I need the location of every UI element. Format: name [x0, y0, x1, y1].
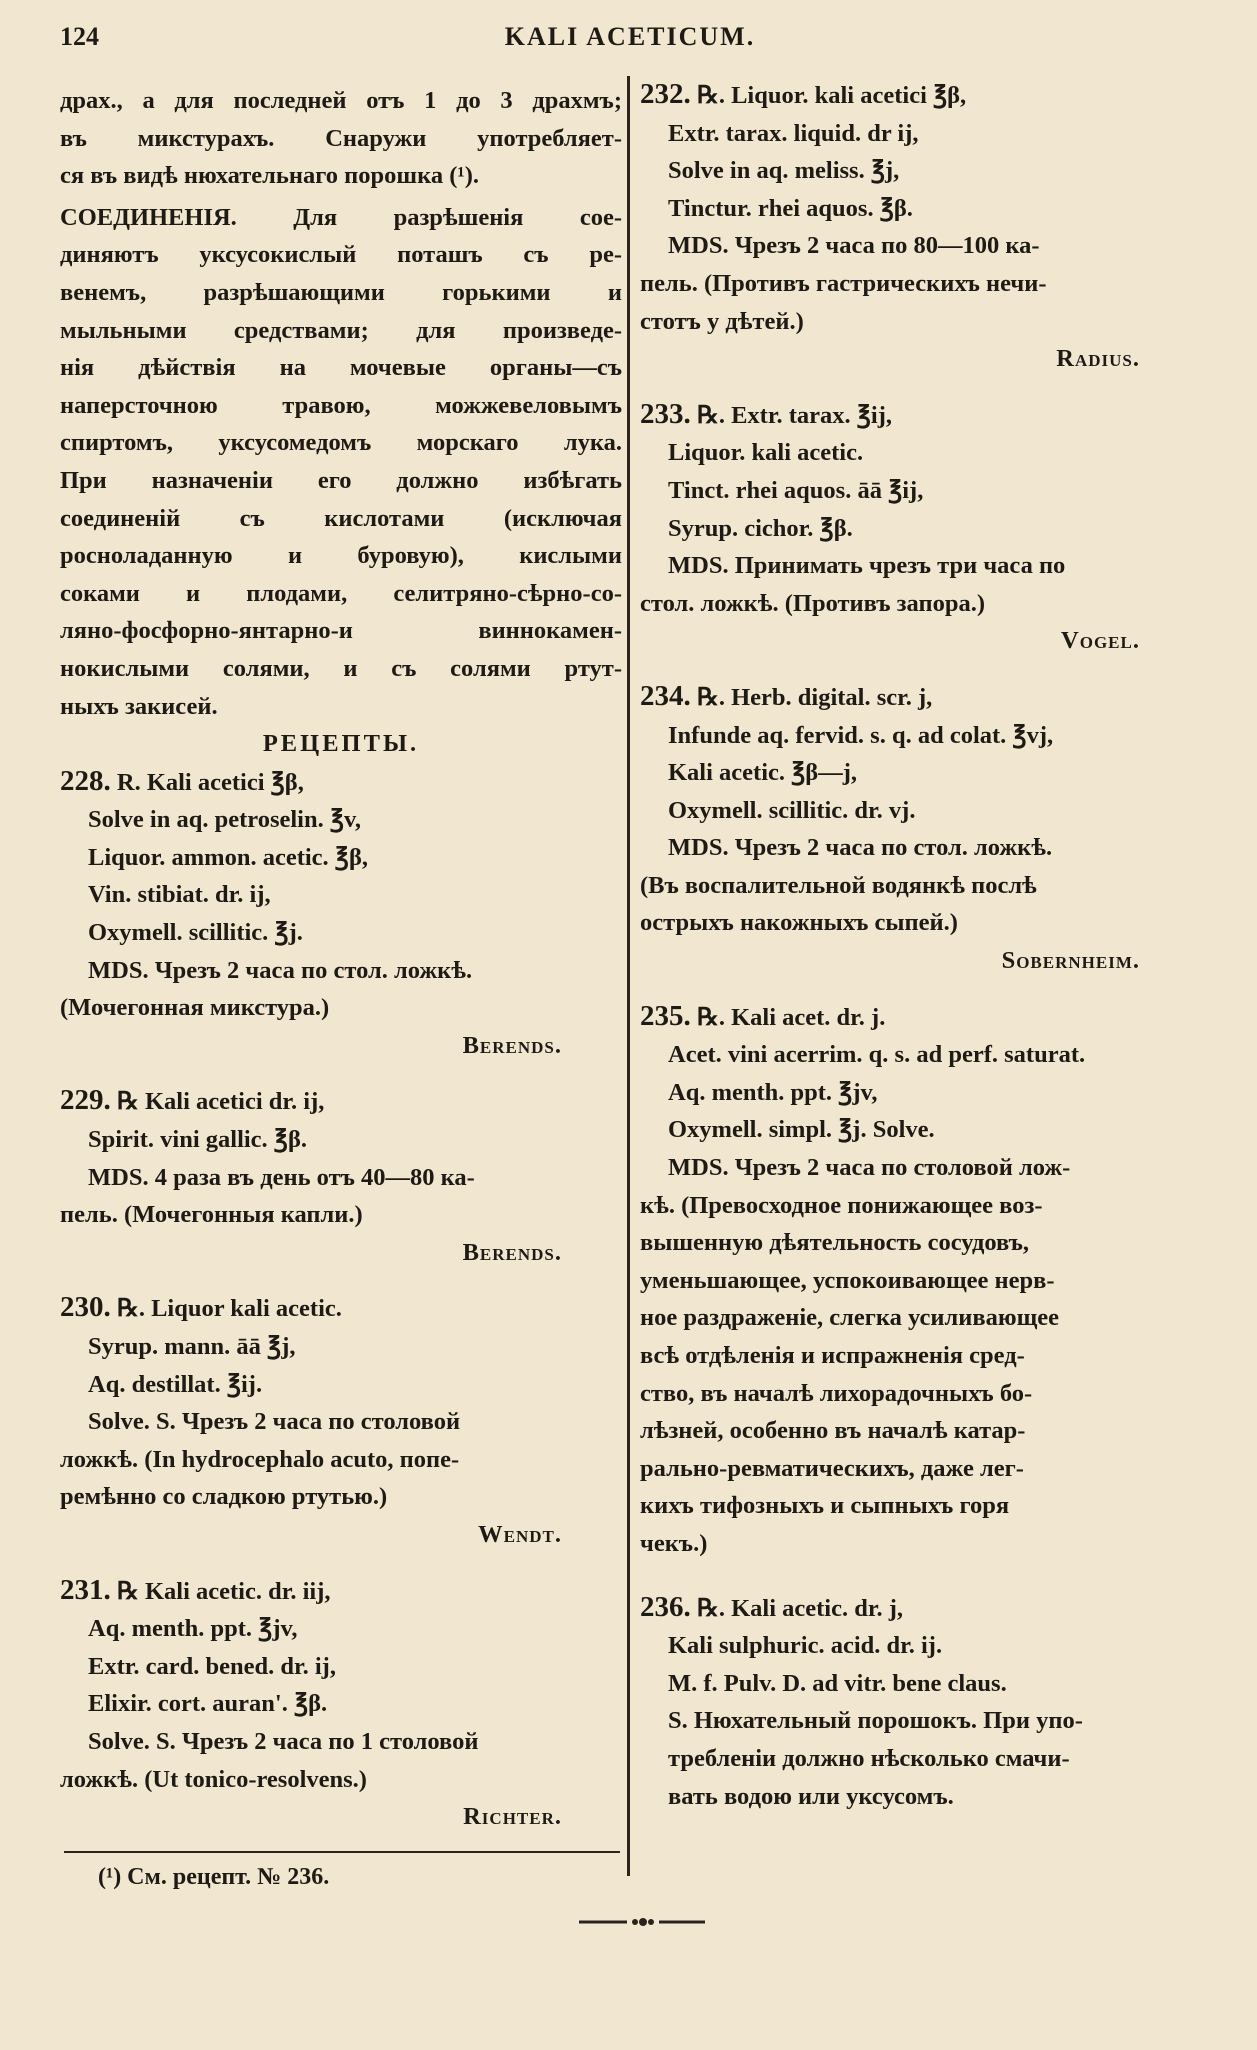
recipe-line: Solve. S. Чрезъ 2 часа по 1 столовой	[88, 1727, 479, 1755]
recipe-note: кихъ тифозныхъ и сыпныхъ горя	[640, 1492, 1010, 1520]
recipe-line: MDS. 4 раза въ день отъ 40—80 ка-	[88, 1163, 475, 1191]
recipe-line: S. Нюхательный порошокъ. При упо-	[668, 1707, 1083, 1735]
running-header	[60, 14, 1200, 54]
recipe-author: Berends.	[462, 1238, 562, 1266]
running-title: KALI ACETICUM.	[504, 22, 756, 51]
text-line: ся въ видѣ нюхательнаго порошка (¹).	[60, 162, 479, 190]
recipe-234	[640, 678, 1200, 980]
text-line: наперсточною травою, можжевеловымъ	[60, 391, 622, 419]
recipe-first-line: 232. ℞. Liquor. kali acetici ℥β,	[640, 78, 967, 110]
recipe-line: Syrup. cichor. ℥β.	[668, 514, 853, 542]
footnote-rule	[64, 1851, 620, 1853]
recipe-author: Wendt.	[478, 1520, 562, 1548]
text-line: росноладанную и буровую), кислыми	[60, 542, 622, 570]
text-line: СОЕДИНЕНІЯ. Для разрѣшенія сое-	[60, 203, 622, 231]
text-line: При назначеніи его должно избѣгать	[60, 466, 622, 494]
recipe-line: Liquor. kali acetic.	[668, 439, 864, 467]
recipe-first-line: 230. ℞. Liquor kali acetic.	[60, 1291, 342, 1324]
footnote: (¹) См. рецепт. № 236.	[98, 1864, 330, 1890]
recipe-first-line: 236. ℞. Kali acetic. dr. j,	[640, 1590, 904, 1623]
recipe-line: Kali sulphuric. acid. dr. ij.	[668, 1632, 943, 1660]
recipe-line: Kali acetic. ℥β—j,	[668, 759, 857, 787]
text-line: въ микстурахъ. Снаружи употребляет-	[60, 124, 622, 152]
recipe-note: чекъ.)	[640, 1529, 708, 1557]
text-line: ныхъ закисей.	[60, 692, 218, 720]
text-line: нія дѣйствія на мочевые органы—съ	[60, 354, 622, 382]
recipe-note: пель. (Противъ гастрическихъ нечи-	[640, 269, 1047, 297]
recipe-note: рально-ревматическихъ, даже лег-	[640, 1454, 1024, 1482]
recipe-line: Spirit. vini gallic. ℥β.	[88, 1126, 307, 1154]
end-ornament	[577, 1915, 707, 1929]
recipe-author: Richter.	[463, 1803, 562, 1831]
text-line: венемъ, разрѣшающими горькими и	[60, 278, 622, 306]
recipe-note: вышенную дѣятельность сосудовъ,	[640, 1229, 1030, 1257]
recipe-author: Sobernheim.	[1001, 947, 1140, 975]
recipe-note: острыхъ накожныхъ сыпей.)	[640, 909, 958, 937]
recipe-line: Solve in aq. meliss. ℥j,	[668, 157, 900, 185]
text-line: соками и плодами, селитряно-сѣрно-со-	[60, 579, 622, 607]
recipe-line: MDS. Чрезъ 2 часа по стол. ложкѣ.	[88, 956, 473, 984]
recipe-number: 230.	[60, 1291, 111, 1324]
recipe-line: MDS. Чрезъ 2 часа по столовой лож-	[668, 1154, 1071, 1182]
recipe-line: Extr. tarax. liquid. dr ij,	[668, 119, 919, 147]
recipe-author: Radius.	[1056, 345, 1140, 373]
text-line: мыльными средствами; для произведе-	[60, 316, 622, 344]
recipe-line: Aq. menth. ppt. ℥jv,	[88, 1615, 298, 1643]
recipe-note: пель. (Мочегонныя капли.)	[60, 1201, 363, 1229]
recipe-note: ложкѣ. (In hydrocephalo acuto, попе-	[60, 1445, 460, 1473]
recipe-line: Tinctur. rhei aquos. ℥β.	[668, 194, 913, 222]
recipe-line: Oxymell. scillitic. dr. vj.	[668, 796, 916, 824]
text-line: драх., а для последней отъ 1 до 3 драхмъ;	[60, 87, 622, 114]
recipe-236	[640, 1589, 1200, 1816]
text-line: нокислыми солями, и съ солями ртут-	[60, 654, 622, 682]
recipe-line: Oxymell. scillitic. ℥j.	[88, 919, 303, 947]
recipe-line: Acet. vini acerrim. q. s. ad perf. saturat.	[668, 1041, 1086, 1069]
recipe-note: (Въ воспалительной водянкѣ послѣ	[640, 871, 1037, 899]
left-column	[60, 82, 622, 1854]
recipe-note: стол. ложкѣ. (Противъ запора.)	[640, 589, 985, 617]
recipe-note: вать водою или уксусомъ.	[668, 1782, 954, 1810]
recipe-231	[60, 1572, 622, 1836]
recipe-line: Solve in aq. petroselin. ℥v,	[88, 806, 362, 834]
recipe-author: Vogel.	[1061, 627, 1140, 655]
recipe-author: Berends.	[462, 1031, 562, 1059]
recipe-number: 234.	[640, 679, 691, 712]
recipe-note: требленіи должно нѣсколько смачи-	[668, 1744, 1070, 1772]
recipe-line: MDS. Чрезъ 2 часа по 80—100 ка-	[668, 232, 1040, 260]
recipe-line: MDS. Принимать чрезъ три часа по	[668, 552, 1066, 580]
recipes-heading: РЕЦЕПТЫ.	[262, 730, 420, 758]
recipe-line: Elixir. cort. auran'. ℥β.	[88, 1690, 328, 1718]
recipe-line: Syrup. mann. āā ℥j,	[88, 1333, 296, 1360]
recipe-note: уменьшающее, успокоивающее нерв-	[640, 1266, 1055, 1294]
recipe-line: M. f. Pulv. D. ad vitr. bene claus.	[668, 1669, 1007, 1697]
recipe-number: 235.	[640, 999, 691, 1032]
recipe-line: Oxymell. simpl. ℥j. Solve.	[668, 1116, 935, 1144]
recipe-first-line: 231. ℞ Kali acetic. dr. iij,	[60, 1573, 331, 1606]
recipe-line: Infunde aq. fervid. s. q. ad colat. ℥vj,	[668, 721, 1054, 749]
recipe-note: кѣ. (Превосходное понижающее воз-	[640, 1191, 1043, 1219]
recipe-number: 229.	[60, 1084, 111, 1117]
recipe-number: 236.	[640, 1590, 691, 1623]
intro-paragraph	[60, 82, 622, 195]
recipe-line: Solve. S. Чрезъ 2 часа по столовой	[88, 1408, 461, 1436]
recipe-first-line: 235. ℞. Kali acet. dr. j.	[640, 999, 886, 1032]
recipe-line: Aq. menth. ppt. ℥jv,	[668, 1078, 878, 1106]
recipe-229	[60, 1082, 622, 1271]
text-line: ляно-фосфорно-янтарно-и виннокамен-	[60, 617, 622, 645]
column-divider	[627, 76, 630, 1876]
recipe-line: MDS. Чрезъ 2 часа по стол. ложкѣ.	[668, 834, 1053, 862]
right-column	[640, 76, 1200, 1833]
recipe-number: 228.	[60, 764, 111, 797]
combinations-paragraph	[60, 199, 622, 725]
recipe-note: ложкѣ. (Ut tonico-resolvens.)	[60, 1765, 367, 1793]
text-line: спиртомъ, уксусомедомъ морскаго лука.	[60, 429, 622, 457]
recipe-line: Vin. stibiat. dr. ij,	[88, 881, 271, 909]
recipe-235	[640, 998, 1200, 1563]
recipe-note: стотъ у дѣтей.)	[640, 307, 804, 335]
recipe-228	[60, 763, 622, 1065]
page-number: 124	[60, 22, 99, 51]
recipe-note: лѣзней, особенно въ началѣ катар-	[640, 1417, 1026, 1445]
recipe-note: всѣ отдѣленія и испражненія сред-	[640, 1342, 1025, 1369]
recipe-first-line: 234. ℞. Herb. digital. scr. j,	[640, 679, 933, 712]
recipe-note: ство, въ началѣ лихорадочныхъ бо-	[640, 1379, 1033, 1407]
text-line: диняютъ уксусокислый поташъ съ ре-	[60, 241, 622, 269]
recipe-line: Tinct. rhei aquos. āā ℥ij,	[668, 476, 924, 504]
text-line: соединеній съ кислотами (исключая	[60, 504, 622, 532]
recipe-230	[60, 1289, 622, 1553]
recipe-note: (Мочегонная микстура.)	[60, 994, 330, 1022]
recipe-line: Liquor. ammon. acetic. ℥β,	[88, 843, 368, 871]
recipe-line: Extr. card. bened. dr. ij,	[88, 1652, 336, 1680]
recipe-first-line: 233. ℞. Extr. tarax. ℥ij,	[640, 397, 892, 430]
recipe-233	[640, 396, 1200, 660]
recipe-line: Aq. destillat. ℥ij.	[88, 1370, 263, 1398]
recipe-232	[640, 76, 1200, 378]
recipe-number: 233.	[640, 397, 691, 430]
recipe-first-line: 229. ℞ Kali acetici dr. ij,	[60, 1084, 325, 1117]
recipe-number: 232.	[640, 78, 691, 110]
recipe-note: ное раздраженіе, слегка усиливающее	[640, 1304, 1060, 1332]
recipe-first-line: 228. R. Kali acetici ℥β,	[60, 764, 304, 797]
recipe-number: 231.	[60, 1573, 111, 1606]
recipe-note: ремѣнно со сладкою ртутью.)	[60, 1483, 388, 1511]
